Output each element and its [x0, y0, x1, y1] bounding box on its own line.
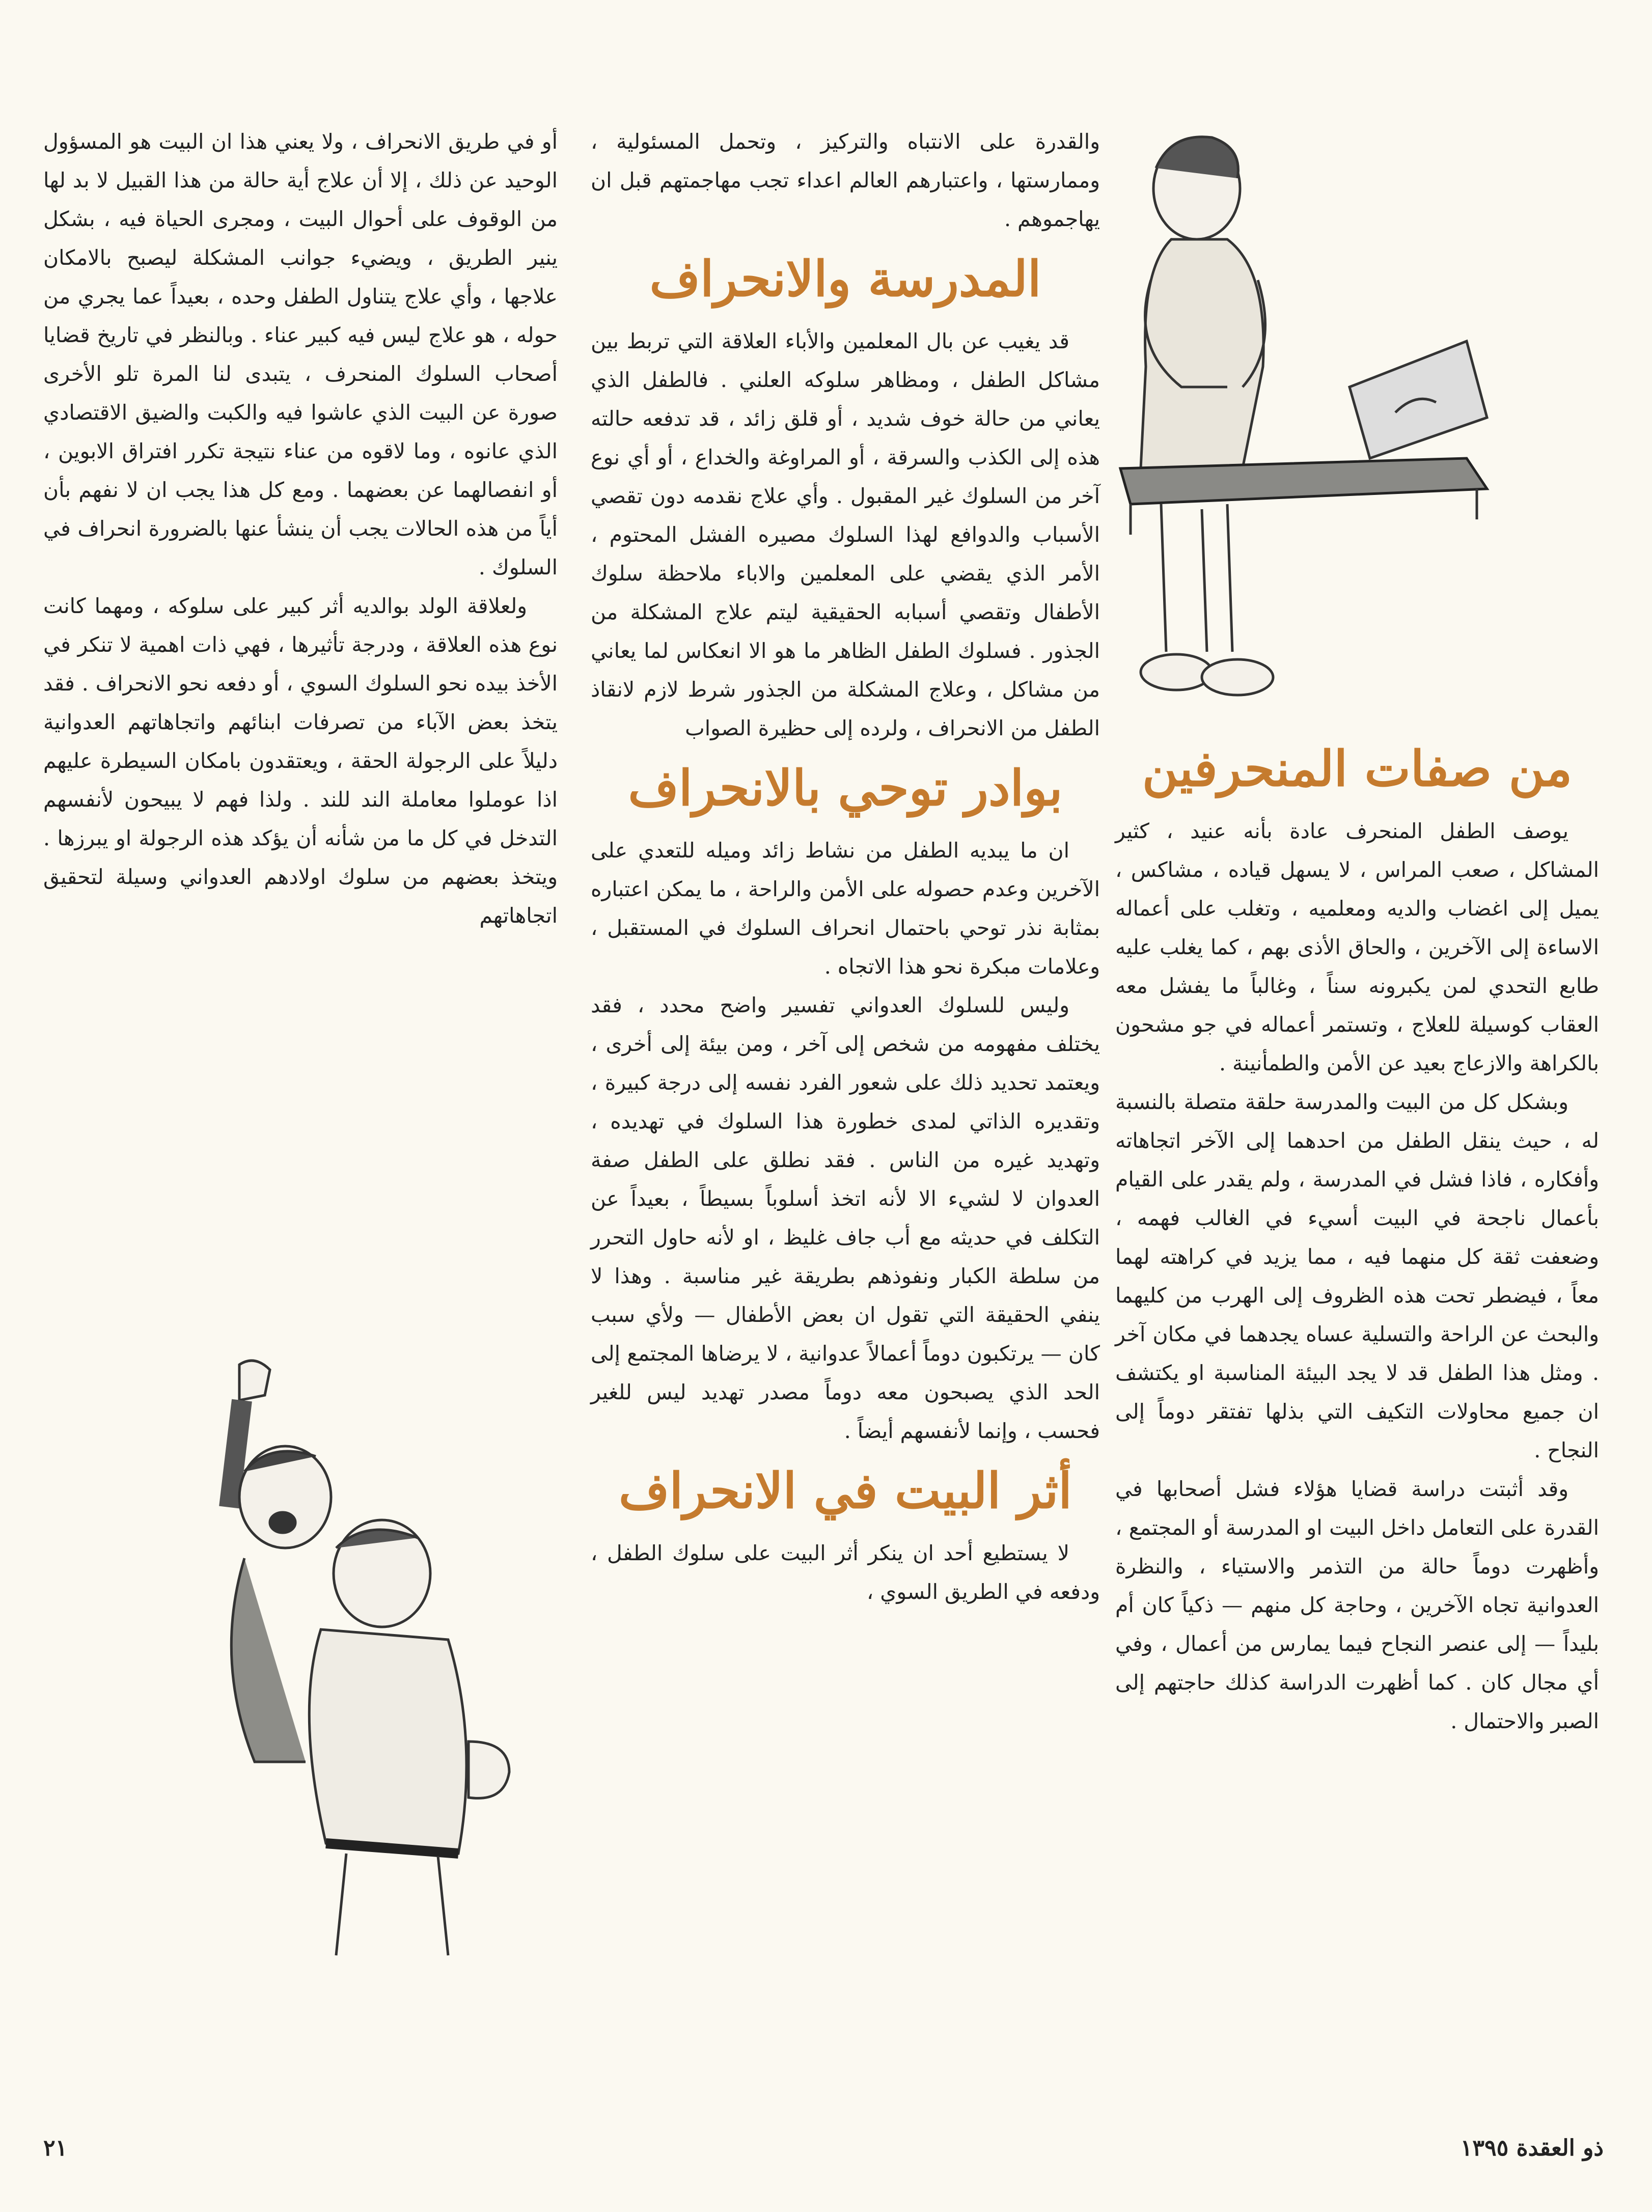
- middle-paragraph-0: والقدرة على الانتباه والتركيز ، وتحمل المسئولية ، وممارستها ، واعتبارهم العالم اعداء تجب مهاجمتهم قبل ان يهاجموهم .: [591, 129, 1100, 231]
- heading-early-signs: بوادر توحي بالانحراف: [628, 759, 1063, 817]
- heading-school-deviation: المدرسة والانحراف: [649, 250, 1041, 308]
- right-paragraph-2: وبشكل كل من البيت والمدرسة حلقة متصلة بالنسبة له ، حيث ينقل الطفل من احدهما إلى الآخر اتجاهاته وأفكاره ، فاذا فشل في المدرسة ، ولم يقدر على القيام بأعمال ناجحة في البيت أسيء في الغالب فهمه ، وضعفت ثقة كل منهما فيه ، مما يزيد في كراهته لهما معاً ، فيضطر تحت هذه الظروف إلى الهرب من كليهما والبحث عن الراحة والتسلية عساه يجدهما في مكان آخر . ومثل هذا الطفل قد لا يجد البيئة المناسبة او يكتشف ان جميع محاولات التكيف التي بذلها تفتقر دوماً إلى النجاح .: [1115, 1090, 1599, 1462]
- heading-deviant-traits: من صفات المنحرفين: [1142, 740, 1573, 797]
- right-column: [1115, 738, 1599, 1740]
- heading-home-effect: أثر البيت في الانحراف: [619, 1462, 1072, 1519]
- left-column: [43, 122, 558, 935]
- left-paragraph-1: أو في طريق الانحراف ، ولا يعني هذا ان البيت هو المسؤول الوحيد عن ذلك ، إلا أن علاج أية حالة من هذا القبيل لا بد لها من الوقوف على أحوال البيت ، ومجرى الحياة فيه ، بشكل ينير الطريق ، ويضيء جوانب المشكلة ليصبح بالامكان علاجها ، وأي علاج يتناول الطفل وحده ، بعيداً عما يجري من حوله ، هو علاج ليس فيه كبير عناء . وبالنظر في تاريخ قضايا أصحاب السلوك المنحرف ، يتبدى لنا المرة تلو الأخرى صورة عن البيت الذي عاشوا فيه والكبت والضيق الاقتصادي الذي عانوه ، وما لاقوه من عناء نتيجة تكرر افتراق الابوين ، أو انفصالهما عن بعضهما . ومع كل هذا يجب ان لا نفهم بأن أياً من هذه الحالات يجب أن ينشأ عنها بالضرورة انحراف في السلوك .: [43, 129, 558, 579]
- left-paragraph-2: ولعلاقة الولد بوالديه أثر كبير على سلوكه ، ومهما كانت نوع هذه العلاقة ، ودرجة تأثيرها ، فهي ذات اهمية لا تنكر في الأخذ بيده نحو السلوك السوي ، أو دفعه نحو الانحراف . فقد يتخذ بعض الآباء من تصرفات ابنائهم واتجاهاتهم العدوانية دليلاً على الرجولة الحقة ، ويعتقدون بامكان السيطرة عليهم اذا عوملوا معاملة الند للند . ولذا فهم لا يبيحون لأنفسهم التدخل في كل ما من شأنه أن يؤكد هذه الرجولة او يبرزها . ويتخذ بعضهم من سلوك اولادهم العدواني وسيلة لتحقيق اتجاهاتهم: [43, 594, 558, 928]
- right-paragraph-1: يوصف الطفل المنحرف عادة بأنه عنيد ، كثير المشاكل ، صعب المراس ، لا يسهل قياده ، مشاكس ، يميل إلى اغضاب والديه ومعلميه ، وتغلب على أعماله الاساءة إلى الآخرين ، والحاق الأذى بهم ، كما يغلب عليه طابع التحدي لمن يكبرونه سناً ، وغالباً ما يفشل معه العقاب كوسيلة للعلاج ، وتستمر أعماله في جو مشحون بالكراهة والازعاج بعيد عن الأمن والطمأنينة .: [1115, 819, 1599, 1075]
- page-number: ٢١: [43, 2135, 68, 2161]
- issue-date: ذو العقدة ١٣٩٥: [1460, 2135, 1604, 2161]
- right-paragraph-3: وقد أثبتت دراسة قضايا هؤلاء فشل أصحابها في القدرة على التعامل داخل البيت او المدرسة أو المجتمع ، وأظهرت دوماً حالة من التذمر والاستياء ، والنظرة العدوانية تجاه الآخرين ، وحاجة كل منهم — ذكياً كان أم بليداً — إلى عنصر النجاح فيما يمارس من أعمال ، وفي أي مجال كان . كما أظهرت الدراسة كذلك حاجتهم إلى الصبر والاحتمال .: [1115, 1477, 1600, 1733]
- middle-paragraph-3: وليس للسلوك العدواني تفسير واضح محدد ، فقد يختلف مفهومه من شخص إلى آخر ، ومن بيئة إلى أخرى ، ويعتمد تحديد ذلك على شعور الفرد نفسه إلى درجة كبيرة ، وتقديره الذاتي لمدى خطورة هذا السلوك في تهديده ، وتهديد غيره من الناس . فقد نطلق على الطفل صفة العدوان لا لشيء الا لأنه اتخذ أسلوباً بسيطاً ، بعيداً عن التكلف في حديثه مع أب جاف غليظ ، او لأنه حاول التحرر من سلطة الكبار ونفوذهم بطريقة غير مناسبة . وهذا لا ينفي الحقيقة التي تقول ان بعض الأطفال — ولأي سبب كان — يرتكبون دوماً أعمالاً عدوانية ، لا يرضاها المجتمع إلى الحد الذي يصبحون معه دوماً مصدر تهديد ليس للغير فحسب ، وإنما لأنفسهم أيضاً .: [591, 993, 1100, 1443]
- sitting-boy-illustration: [1110, 102, 1497, 738]
- two-boys-illustration: [153, 1354, 540, 1966]
- middle-paragraph-2: ان ما يبديه الطفل من نشاط زائد وميله للتعدي على الآخرين وعدم حصوله على الأمن والراحة ، ما يمكن اعتباره بمثابة نذر توحي باحتمال انحراف السلوك في المستقبل ، وعلامات مبكرة نحو هذا الاتجاه .: [591, 838, 1100, 979]
- middle-paragraph-4: لا يستطيع أحد ان ينكر أثر البيت على سلوك الطفل ، ودفعه في الطريق السوي ،: [591, 1541, 1100, 1604]
- middle-paragraph-1: قد يغيب عن بال المعلمين والأباء العلاقة التي تربط بين مشاكل الطفل ، ومظاهر سلوكه العلني . فالطفل الذي يعاني من حالة خوف شديد ، أو قلق زائد ، قد تدفعه حالته هذه إلى الكذب والسرقة ، أو المراوغة والخداع ، أو أي نوع آخر من السلوك غير المقبول . وأي علاج نقدمه دون تقصي الأسباب والدوافع لهذا السلوك مصيره الفشل المحتوم ، الأمر الذي يقضي على المعلمين والاباء ملاحظة سلوك الأطفال وتقصي أسبابه الحقيقية ليتم علاج المشكلة من الجذور . فسلوك الطفل الظاهر ما هو الا انعكاس لما يعاني من مشاكل ، وعلاج المشكلة من الجذور شرط لازم لانقاذ الطفل من الانحراف ، ولرده إلى حظيرة الصواب: [591, 329, 1100, 740]
- middle-column: [591, 122, 1100, 1611]
